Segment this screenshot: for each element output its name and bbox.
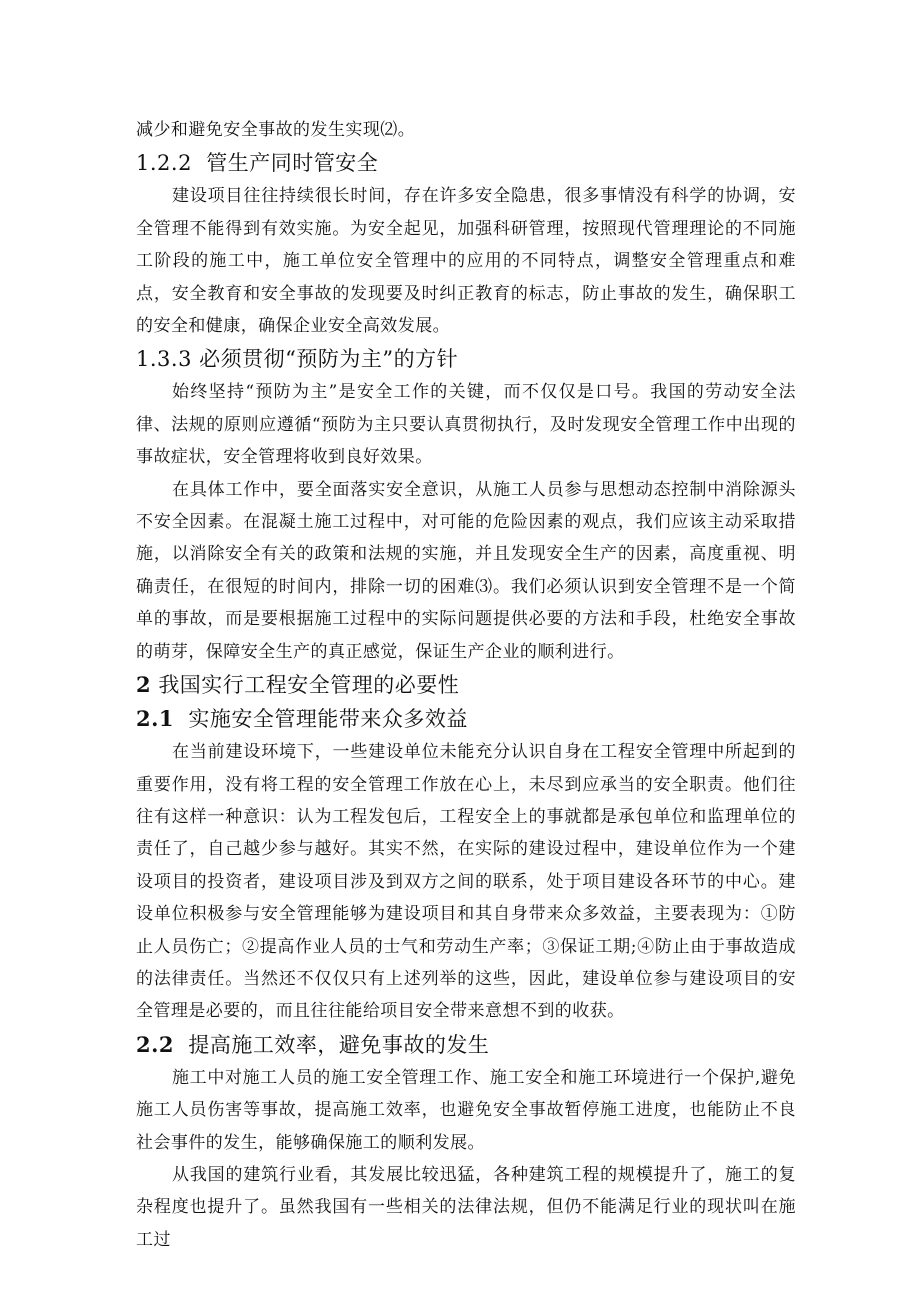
heading-title: 提高施工效率，避免事故的发生: [188, 1032, 490, 1057]
heading-2-2: [136, 1028, 796, 1062]
heading-number: 2: [136, 672, 152, 698]
document-page: [136, 114, 796, 1256]
paragraph: 建设项目往往持续很长时间，存在许多安全隐患，很多事情没有科学的协调，安全管理不能得到有效实施。为安全起见，加强科研管理，按照现代管理理论的不同施工阶段的施工中，施工单位安全管理中的应用的不同特点，调整安全管理重点和难点，安全教育和安全事故的发现要及时纠正教育的标志，防止事故的发生，确保职工的安全和健康，确保企业安全高效发展。: [136, 186, 796, 337]
heading-title: 管生产同时管安全: [206, 151, 379, 176]
heading-1-2-2: [136, 146, 796, 180]
paragraph: 从我国的建筑行业看，其发展比较迅猛，各种建筑工程的规模提升了，施工的复杂程度也提升了。虽然我国有一些相关的法律法规，但仍不能满足行业的现状叫在施工过: [136, 1164, 796, 1250]
heading-title: 我国实行工程安全管理的必要性: [158, 673, 460, 698]
paragraph: 在当前建设环境下，一些建设单位未能充分认识自身在工程安全管理中所起到的重要作用，没有将工程的安全管理工作放在心上，未尽到应承当的安全职责。他们往往有这样一种意识：认为工程发包后，工程安全上的事就都是承包单位和监理单位的责任了，自己越少参与越好。其实不然，在实际的建设过程中，建设单位作为一个建设项目的投资者，建设项目涉及到双方之间的联系，处于项目建设各环节的中心。建设单位积极参与安全管理能够为建设项目和其自身带来众多效益，主要表现为：①防止人员伤亡；②提高作业人员的士气和劳动生产率；③保证工期;④防止由于事故造成的法律责任。当然还不仅仅只有上述列举的这些，因此，建设单位参与建设项目的安全管理是必要的，而且往往能给项目安全带来意想不到的收获。: [136, 742, 796, 1022]
heading-number: 2.2: [136, 1031, 175, 1057]
paragraph: 施工中对施工人员的施工安全管理工作、施工安全和施工环境进行一个保护,避免施工人员伤害等事故，提高施工效率，也避免安全事故暂停施工进度，也能防止不良社会事件的发生，能够确保施工的顺利发展。: [136, 1067, 796, 1153]
paragraph: 在具体工作中，要全面落实安全意识，从施工人员参与思想动态控制中消除源头不安全因素。在混凝土施工过程中，对可能的危险因素的观点，我们应该主动采取措施，以消除安全有关的政策和法规的实施，并且发现安全生产的因素，高度重视、明确责任，在很短的时间内，排除一切的困难⑶。我们必须认识到安全管理不是一个简单的事故，而是要根据施工过程中的实际问题提供必要的方法和手段，杜绝安全事故的萌芽，保障安全生产的真正感觉，保证生产企业的顺利进行。: [136, 479, 796, 662]
heading-number: 2.1: [136, 706, 175, 732]
heading-number: 1.2.2: [136, 151, 192, 176]
heading-2: [136, 668, 796, 702]
heading-title: 实施安全管理能带来众多效益: [188, 707, 468, 732]
heading-2-1: [136, 702, 796, 736]
paragraph: 始终坚持“预防为主”是安全工作的关键，而不仅仅是口号。我国的劳动安全法律、法规的原则应遵循“预防为主只要认真贯彻执行，及时发现安全管理工作中出现的事故症状，安全管理将收到良好效果。: [136, 382, 796, 468]
heading-1-3-3: 1.3.3 必须贯彻“预防为主”的方针: [136, 347, 459, 372]
paragraph-continued: 减少和避免安全事故的发生实现⑵。: [136, 120, 416, 140]
